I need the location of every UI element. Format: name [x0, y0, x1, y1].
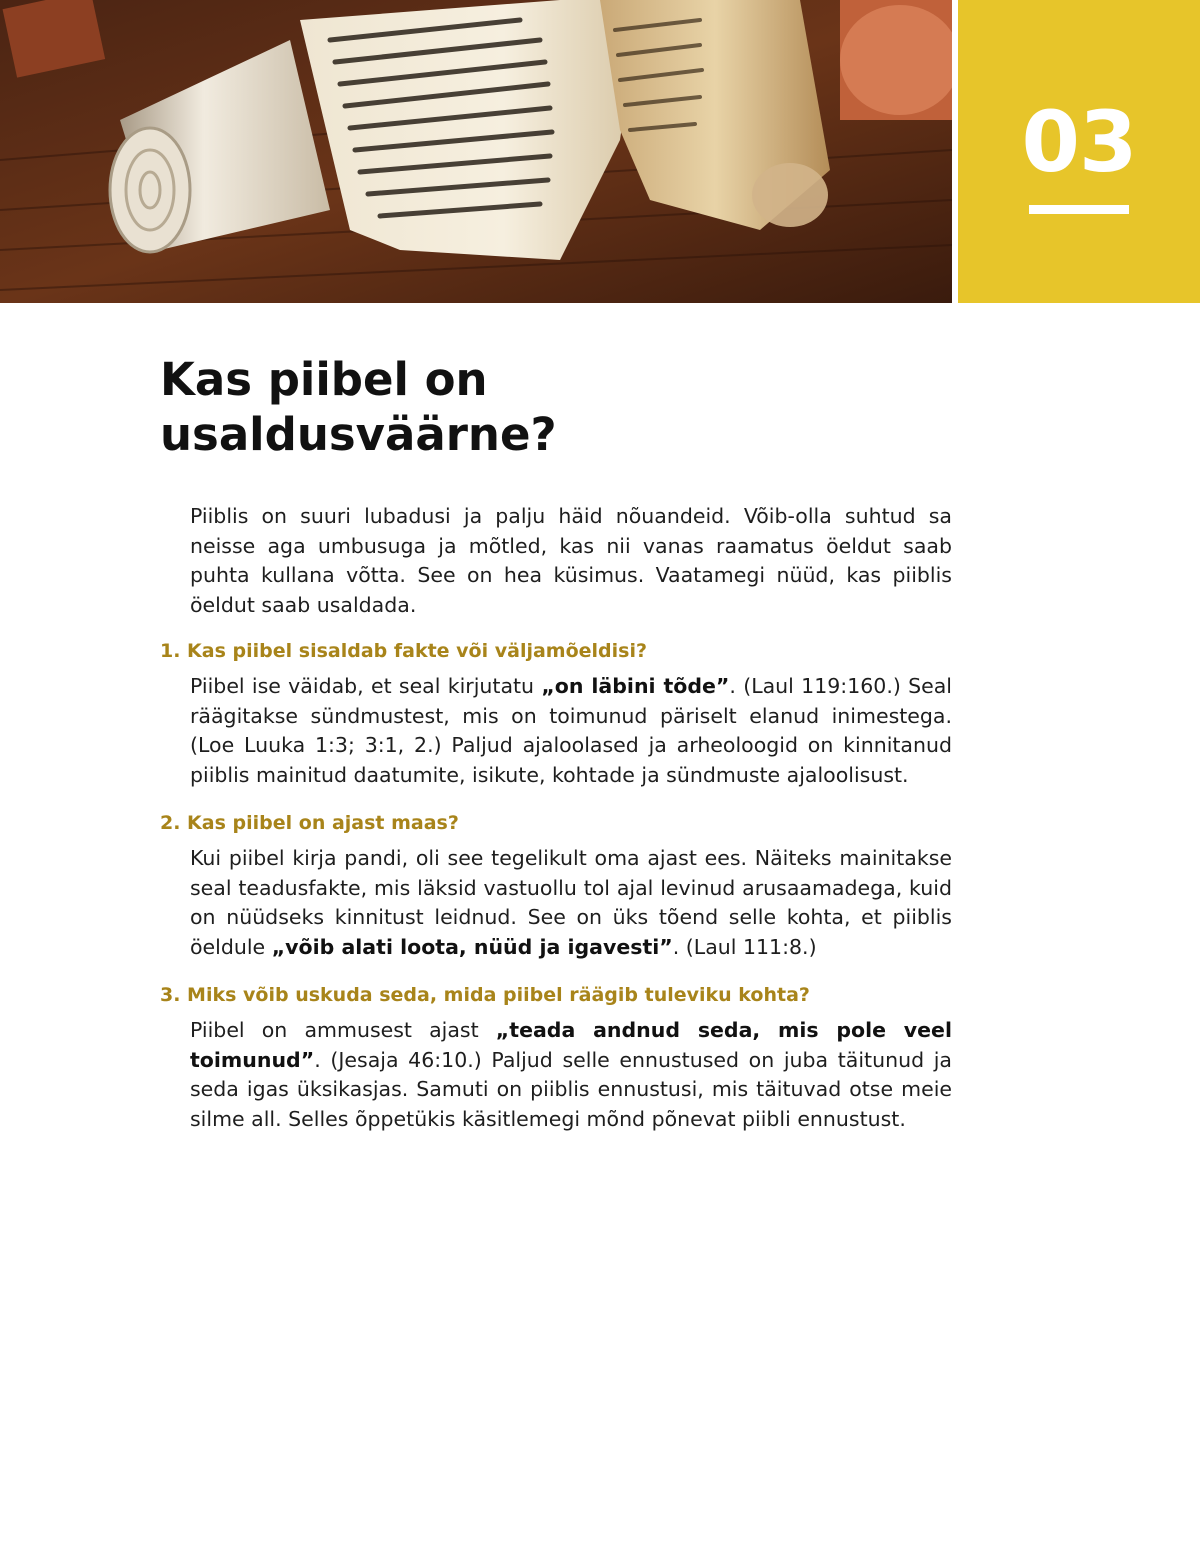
answer-text: Piibel ise väidab, et seal kirjutatu: [190, 674, 542, 698]
scripture-quote: „on läbini tõde”: [541, 674, 730, 698]
question-heading-3: 3. Miks võib uskuda seda, mida piibel räägib tuleviku kohta?: [160, 984, 810, 1006]
question-heading-2: 2. Kas piibel on ajast maas?: [160, 812, 459, 834]
page-title-line1: Kas piibel on: [160, 353, 488, 406]
answer-paragraph-3: [190, 1016, 952, 1134]
scripture-quote: „teada andnud seda, mis pole veel toimunud”: [190, 1018, 952, 1072]
page-title-line2: usaldusväärne?: [160, 408, 557, 461]
question-section-3: [160, 982, 952, 1134]
answer-text: Kui piibel kirja pandi, oli see tegelikult oma ajast ees. Näiteks mainitakse seal teadusfakte, mis läksid vastuollu tol ajal levinud arusaamadega, kuid on nüüdseks kinnitust leidnud. See on üks tõend selle kohta, et piiblis öeldule: [190, 846, 952, 959]
answer-text: . (Jesaja 46:10.) Paljud selle ennustused on juba täitunud ja seda igas üksikasjas. Samuti on piiblis ennustusi, mis täituvad otse meie silme all. Selles õppetükis käsitlemegi mõnd põnevat piibli ennustust.: [190, 1047, 952, 1131]
question-section-2: [160, 810, 952, 962]
article-body: [160, 502, 952, 1154]
scrolls-illustration: [0, 0, 952, 303]
lesson-number: 03: [1021, 93, 1137, 191]
answer-paragraph-1: [190, 672, 952, 790]
answer-text: . (Laul 111:8.): [672, 934, 817, 959]
intro-paragraph: Piiblis on suuri lubadusi ja palju häid nõuandeid. Võib-olla suhtud sa neisse aga umbusuga ja mõtled, kas nii vanas raamatus öeldut saab puhta kullana võtta. See on hea küsimus. Vaatamegi nüüd, kas piiblis öeldut saab usaldada.: [190, 504, 952, 617]
page-title: [160, 352, 920, 462]
lesson-number-underline: [1029, 205, 1129, 214]
answer-text: Piibel on ammusest ajast: [190, 1018, 496, 1042]
lesson-number-box: [958, 0, 1200, 303]
scripture-quote: „võib alati loota, nüüd ja igavesti”: [271, 934, 673, 959]
question-section-1: [160, 638, 952, 790]
header-photo: [0, 0, 952, 303]
answer-text: . (Laul 119:160.) Seal räägitakse sündmustest, mis on toimunud päriselt elanud inimestega. (Loe Luuka 1:3; 3:1, 2.) Paljud ajaloolased ja arheoloogid on kinnitanud piiblis mainitud daatumite, isikute, kohtade ja sündmuste ajaloolisust.: [190, 674, 953, 787]
question-heading-1: 1. Kas piibel sisaldab fakte või väljamõeldisi?: [160, 640, 647, 662]
answer-paragraph-2: [190, 844, 952, 962]
